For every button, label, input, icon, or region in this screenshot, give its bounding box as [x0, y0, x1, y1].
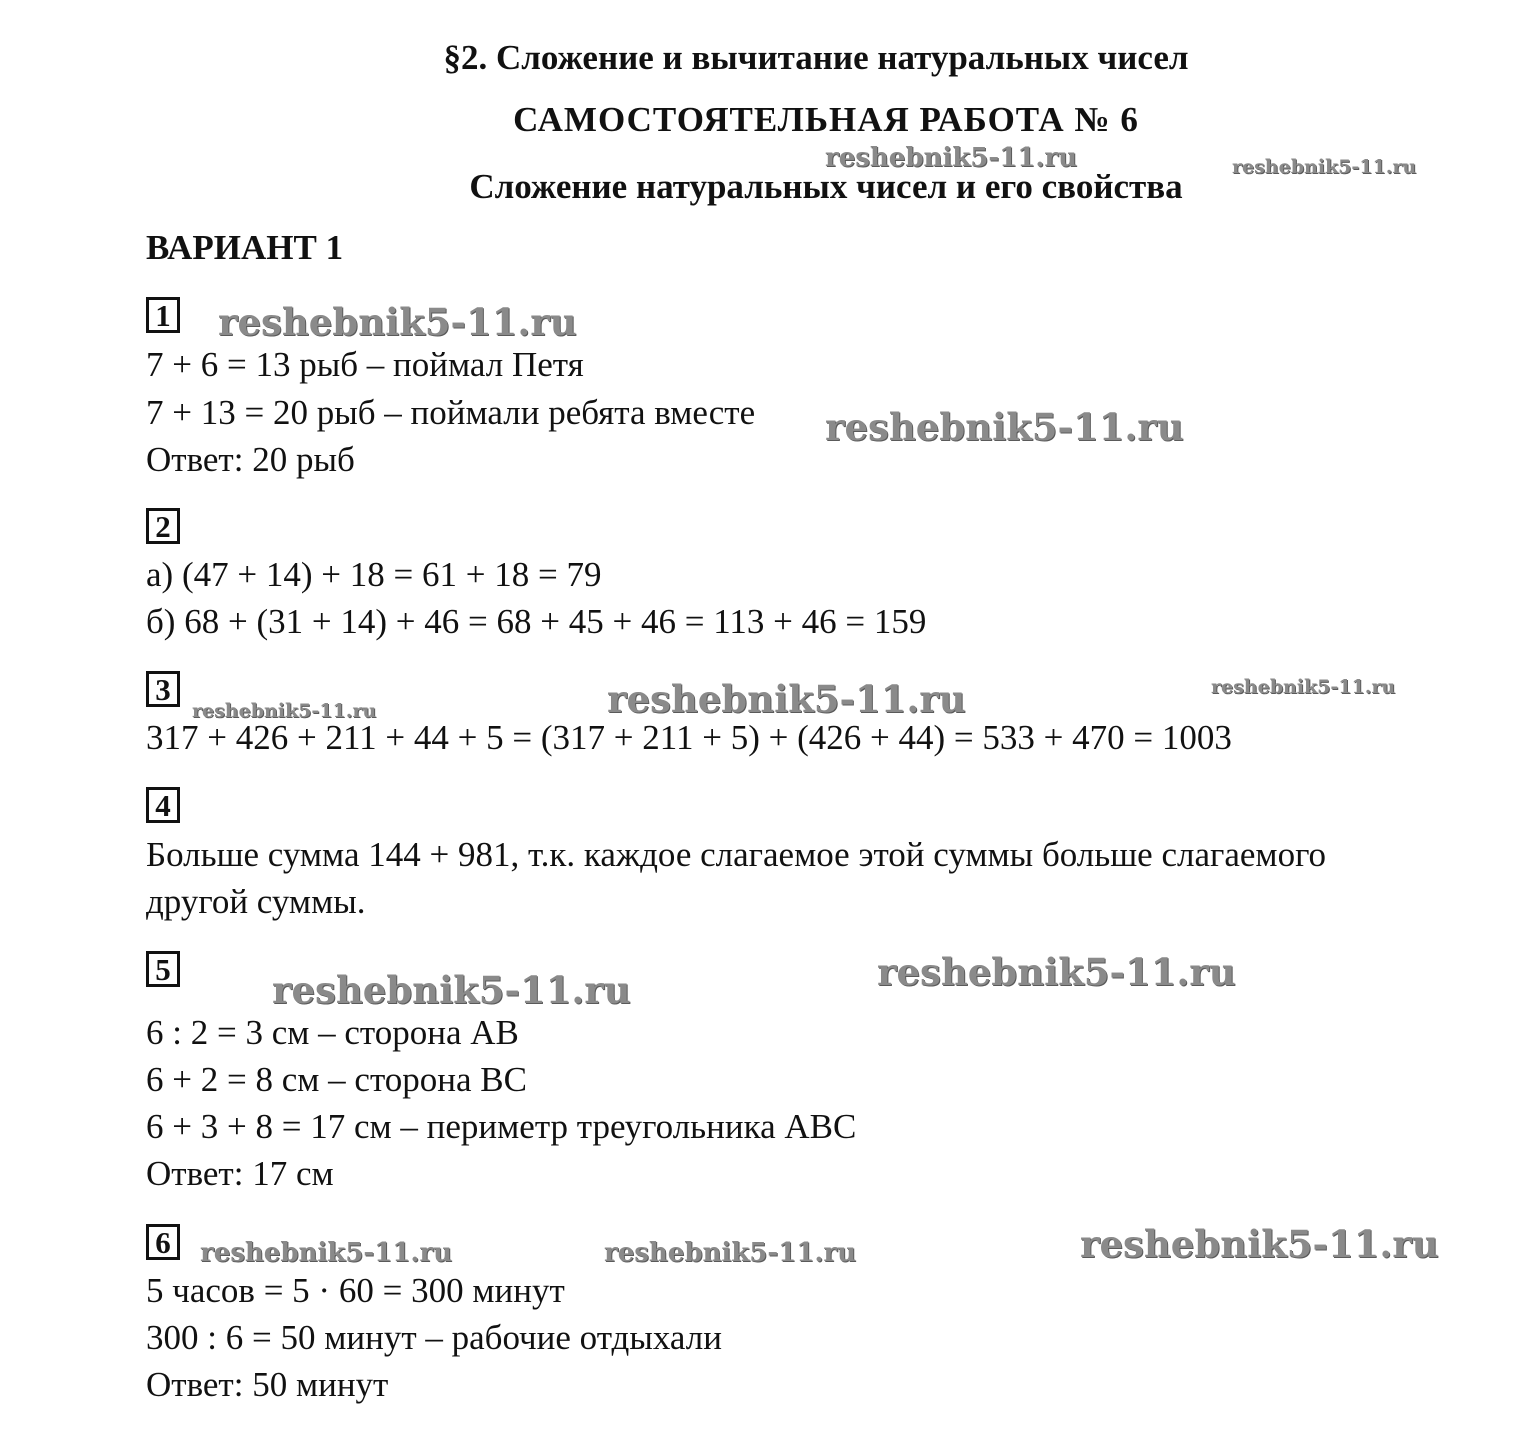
watermark: reshebnik5-11.ru [607, 677, 966, 721]
watermark: reshebnik5-11.ru [877, 950, 1236, 994]
task-number-2: 2 [146, 508, 180, 544]
task-4-line-2: другой суммы. [146, 882, 366, 921]
task-number-6: 6 [146, 1224, 180, 1260]
task-1-line-2: 7 + 13 = 20 рыб – поймали ребята вместе [146, 393, 756, 432]
task-number-3: 3 [146, 671, 180, 707]
task-1-line-1: 7 + 6 = 13 рыб – поймал Петя [146, 345, 584, 384]
variant-title: ВАРИАНТ 1 [146, 228, 344, 267]
watermark: reshebnik5-11.ru [825, 143, 1078, 173]
task-6-line-1: 5 часов = 5 · 60 = 300 минут [146, 1271, 565, 1310]
watermark: reshebnik5-11.ru [1211, 676, 1396, 698]
watermark: reshebnik5-11.ru [1232, 156, 1417, 178]
watermark: reshebnik5-11.ru [604, 1238, 857, 1268]
watermark: reshebnik5-11.ru [1080, 1222, 1439, 1266]
work-title: САМОСТОЯТЕЛЬНАЯ РАБОТА № 6 [513, 100, 1139, 139]
task-1-answer: Ответ: 20 рыб [146, 440, 355, 479]
task-number-5: 5 [146, 951, 180, 987]
task-number-1: 1 [146, 297, 180, 333]
task-2-line-b: б) 68 + (31 + 14) + 46 = 68 + 45 + 46 = 113 + 46 = 159 [146, 602, 927, 641]
section-title: §2. Сложение и вычитание натуральных чисел [443, 38, 1189, 77]
task-5-answer: Ответ: 17 см [146, 1154, 334, 1193]
work-subtitle: Сложение натуральных чисел и его свойства [469, 167, 1183, 206]
watermark: reshebnik5-11.ru [200, 1238, 453, 1268]
task-3-line-1: 317 + 426 + 211 + 44 + 5 = (317 + 211 + 5) + (426 + 44) = 533 + 470 = 1003 [146, 718, 1232, 757]
task-5-line-2: 6 + 2 = 8 см – сторона ВС [146, 1060, 527, 1099]
task-6-answer: Ответ: 50 минут [146, 1365, 389, 1404]
watermark: reshebnik5-11.ru [825, 405, 1184, 449]
task-5-line-1: 6 : 2 = 3 см – сторона АВ [146, 1013, 519, 1052]
watermark: reshebnik5-11.ru [272, 968, 631, 1012]
task-6-line-2: 300 : 6 = 50 минут – рабочие отдыхали [146, 1318, 722, 1357]
task-5-line-3: 6 + 3 + 8 = 17 см – периметр треугольника АВС [146, 1107, 857, 1146]
watermark: reshebnik5-11.ru [218, 300, 577, 344]
task-2-line-a: а) (47 + 14) + 18 = 61 + 18 = 79 [146, 555, 602, 594]
watermark: reshebnik5-11.ru [192, 700, 377, 722]
task-4-line-1: Больше сумма 144 + 981, т.к. каждое слагаемое этой суммы больше слагаемого [146, 835, 1327, 874]
task-number-4: 4 [146, 787, 180, 823]
